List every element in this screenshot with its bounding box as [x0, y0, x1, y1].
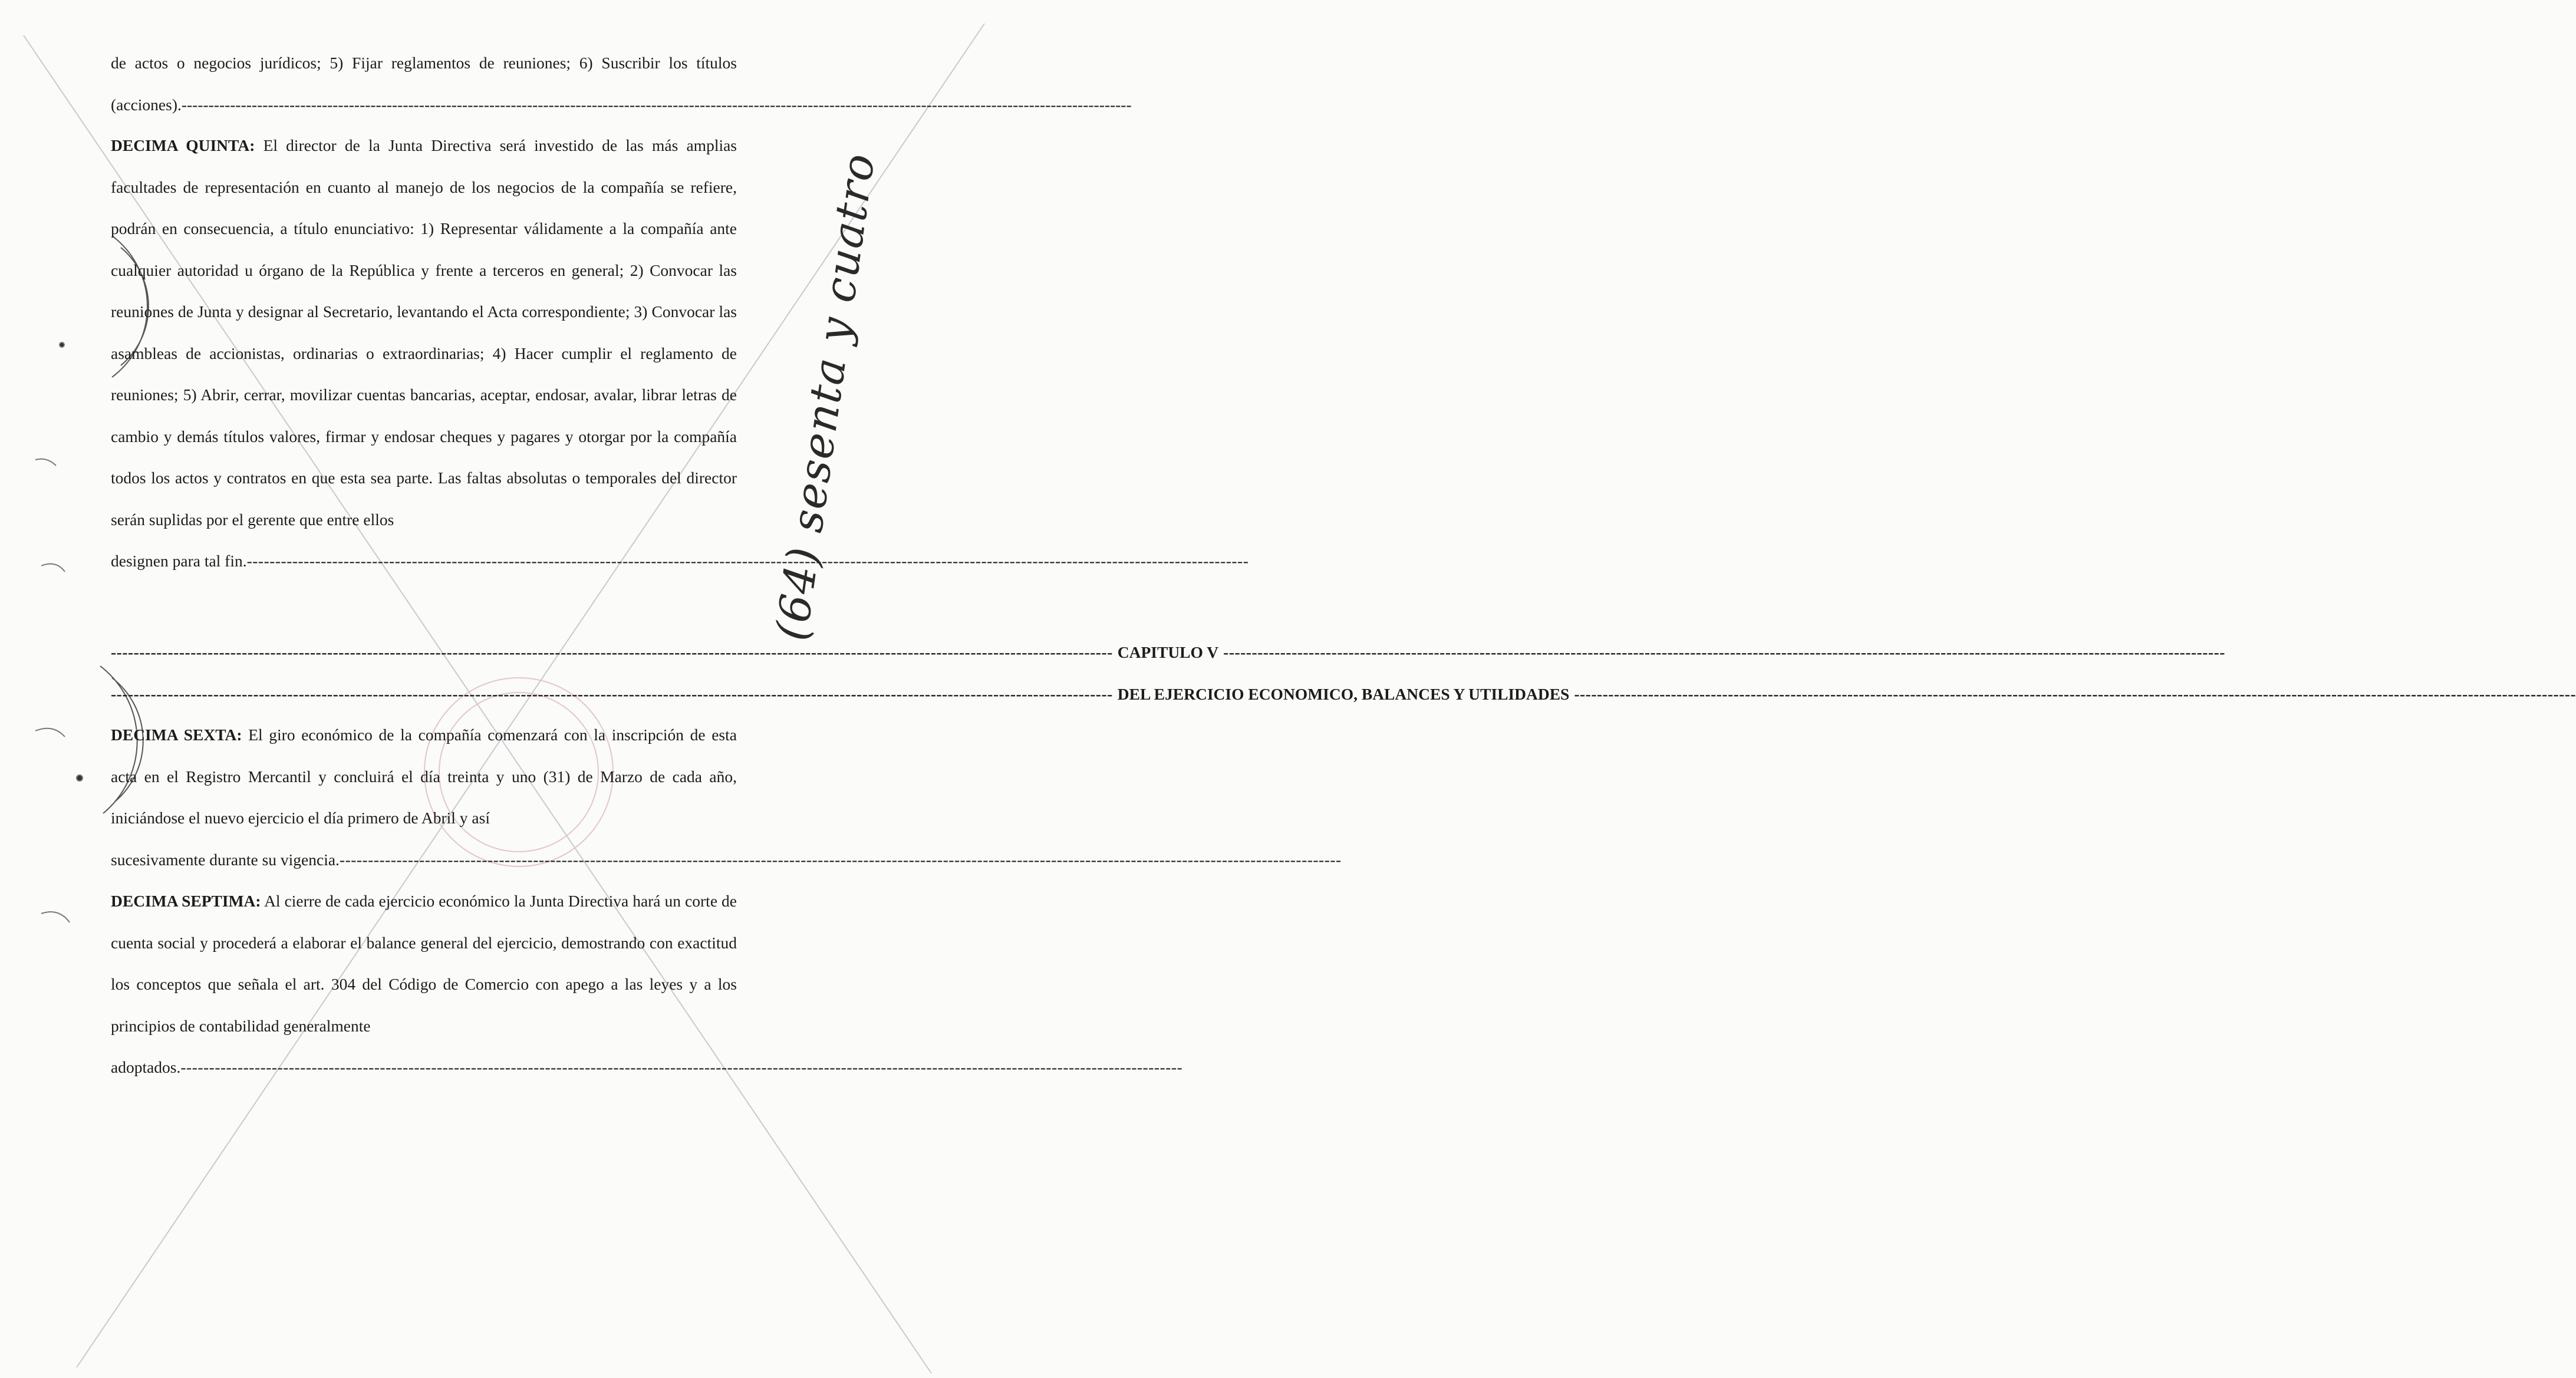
- clause-17-text: Al cierre de cada ejercicio económico la Junta Directiva hará un corte de cuenta social y procederá a elaborar el balance general del ejercicio, demostrando con exactitud los conceptos que señala el art. 304 del Código de Comercio con apego a las leyes y a los principios de contabilidad generalmente: [111, 892, 737, 1035]
- clause-16-last-line: [111, 839, 1342, 881]
- chapter-subtitle-line: [111, 674, 2576, 716]
- clause-16-text: El giro económico de la compañía comenzará con la inscripción de esta acta en el Registro Mercantil y concluirá el día treinta y uno (31) de Marzo de cada año, iniciándose el nuevo ejercicio el día primero de Abril y así: [111, 726, 737, 827]
- dash-fill: --------------------------------------------------------------------------------------------------------------------------------------------------------------------------------: [339, 850, 1342, 869]
- dash-fill: --------------------------------------------------------------------------------------------------------------------------------------------------------------------------------: [180, 1058, 1183, 1076]
- clause-15-text: El director de la Junta Directiva será investido de las más amplias facultades de representación en cuanto al manejo de los negocios de la compañía se refiere, podrán en consecuencia, a título enunciativo: 1) Representar válidamente a la compañía ante cualquier autoridad u órgano de la República y frente a terceros en general; 2) Convocar las reuniones de Junta y designar al Secretario, levantando el Acta correspondiente; 3) Convocar las asambleas de accionistas, ordinarias o extraordinarias; 4) Hacer cumplir el reglamento de reuniones; 5) Abrir, cerrar, movilizar cuentas bancarias, aceptar, endosar, avalar, librar letras de cambio y demás títulos valores, firmar y endosar cheques y pagares y otorgar por la compañía todos los actos y contratos en que esta sea parte. Las faltas absolutas o temporales del director serán suplidas por el gerente que entre ellos: [111, 136, 737, 529]
- continuation-body: de actos o negocios jurídicos; 5) Fijar reglamentos de reuniones; 6) Suscribir los títulos (acciones).: [111, 54, 737, 114]
- chapter-title-line: [111, 632, 2225, 674]
- dash-fill: --------------------------------------------------------------------------------------------------------------------------------------------------------------------------------: [111, 643, 1113, 661]
- chapter-heading: [111, 632, 2576, 715]
- clause-15-closing: designen para tal fin.: [111, 552, 247, 570]
- clause-decima-septima: [111, 881, 1183, 1089]
- paragraph-continuation: [111, 42, 1132, 126]
- clause-16-paragraph: [111, 714, 737, 839]
- clause-decima-sexta: [111, 714, 1342, 881]
- clause-17-paragraph: [111, 881, 737, 1047]
- clause-15-paragraph: [111, 125, 737, 540]
- clause-17-heading: DECIMA SEPTIMA:: [111, 892, 261, 910]
- clause-15-heading: DECIMA QUINTA:: [111, 136, 255, 154]
- clause-17-closing: adoptados.: [111, 1058, 181, 1076]
- dash-fill: --------------------------------------------------------------------------------------------------------------------------------------------------------------------------------: [1574, 684, 2576, 703]
- dash-fill: --------------------------------------------------------------------------------------------------------------------------------------------------------------------------------: [111, 684, 1113, 703]
- clause-16-closing: sucesivamente durante su vigencia.: [111, 850, 340, 869]
- clause-16-heading: DECIMA SEXTA:: [111, 726, 242, 744]
- margin-marks: [35, 342, 83, 922]
- chapter-subtitle: DEL EJERCICIO ECONOMICO, BALANCES Y UTILIDADES: [1117, 684, 1570, 703]
- dash-fill: --------------------------------------------------------------------------------------------------------------------------------------------------------------------------------: [181, 95, 1132, 114]
- dash-fill: --------------------------------------------------------------------------------------------------------------------------------------------------------------------------------: [246, 552, 1249, 570]
- handwritten-page-number: (64) sesenta y cuatro: [766, 149, 885, 644]
- continuation-text: [111, 42, 1132, 126]
- dash-fill: --------------------------------------------------------------------------------------------------------------------------------------------------------------------------------: [1223, 643, 2225, 661]
- clause-15-last-line: [111, 540, 1249, 582]
- clause-17-last-line: [111, 1047, 1183, 1089]
- chapter-title: CAPITULO V: [1117, 643, 1219, 661]
